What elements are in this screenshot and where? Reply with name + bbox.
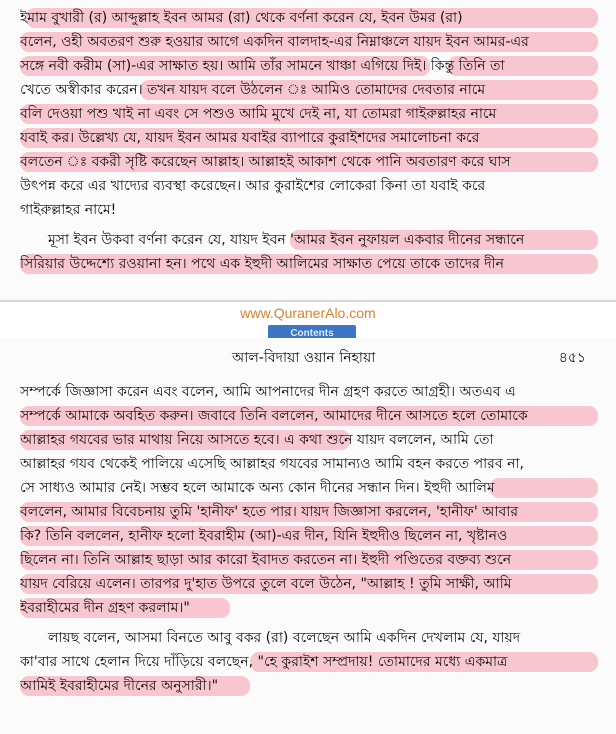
text-line: যবাই কর। উল্লেখ্য যে, যায়দ ইবন আমর যবাইর ব্যাপারে কুরাইশদের সমালোচনা করে <box>20 126 598 150</box>
running-header <box>0 344 616 368</box>
book-title: আল-বিদায়া ওয়ান নিহায়া <box>232 350 376 366</box>
text-line: সে সাধ্যও আমার নেই। সম্ভব হলে আমাকে অন্য কোন দীনের সন্ধান দিন। ইহুদী আলিম <box>20 476 598 500</box>
text-line: আল্লাহর গযব থেকেই পালিয়ে এসেছি আল্লাহর গযবের সামান্যও আমি বহন করতে পারব না, <box>20 456 524 472</box>
lower-page-text <box>20 380 598 698</box>
text-line: ছিলেন না। তিনি আল্লাহ ছাড়া আর কারো ইবাদত করতেন না। ইহুদী পণ্ডিতের বক্তব্য শুনে <box>20 548 598 572</box>
page-number: ৪৫১ <box>558 350 586 366</box>
highlight-mark <box>490 478 598 498</box>
text-line: আল্লাহর গযবের ভার মাথায় নিয়ে আসতে হবে। এ কথা শুনে যায়দ বললেন, আমি তো <box>20 432 494 448</box>
upper-page-text <box>20 6 598 276</box>
text-line: যায়দ বেরিয়ে এলেন। তারপর দু'হাত উপরে তুলে বলে উঠেন, "আল্লাহ ! তুমি সাক্ষী, আমি <box>20 572 598 596</box>
text-line: সঙ্গে নবী করীম (সা)-এর সাক্ষাত হয়। আমি তাঁর সামনে খাঞ্চা এগিয়ে দিই। কিন্তু তিনি তা <box>20 54 598 78</box>
text-line: কি? তিনি বললেন, হানীফ হলো ইবরাহীম (আ)-এর দীন, যিনি ইহুদীও ছিলেন না, খৃষ্টানও <box>20 524 598 548</box>
text-line: বলেন, ওহী অবতরণ শুরু হওয়ার আগে একদিন বালদাহ-এর নিম্নাঞ্চলে যায়দ ইবন আমর-এর <box>20 30 598 54</box>
text-line: সম্পর্কে আমাকে অবহিত করুন। জবাবে তিনি বললেন, আমাদের দীনে আসতে হলে তোমাকে <box>20 404 598 428</box>
text-line: আমিই ইবরাহীমের দীনের অনুসারী।" <box>20 674 598 698</box>
page-divider <box>0 300 616 302</box>
text-line: বলতেন ঃ বকরী সৃষ্টি করেছেন আল্লাহ। আল্লাহই আকাশ থেকে পানি অবতারণ করে ঘাস <box>20 150 598 174</box>
text-line: গাইরুল্লাহর নামে! <box>20 202 117 218</box>
text-line: বললেন, আমার বিবেচনায় তুমি 'হানীফ' হতে পার। যায়দ জিজ্ঞাসা করলেন, 'হানীফ' আবার <box>20 500 598 524</box>
text-line: উৎপন্ন করে এর খাদ্যের ব্যবস্থা করেছেন। আর কুরাইশের লোকেরা কিনা তা যবাই করে <box>20 178 486 194</box>
text-line: সিরিয়ার উদ্দেশ্যে রওয়ানা হন। পথে এক ইহুদী আলিমের সাক্ষাত পেয়ে তাকে তাদের দীন <box>20 252 598 276</box>
text-line: লায়ছ বলেন, আসমা বিনতে আবু বকর (রা) বলেছেন আমি একদিন দেখলাম যে, যায়দ <box>48 630 521 646</box>
text-line: বলি দেওয়া পশু খাই না এবং সে পশুও আমি মুখে দেই না, যা তোমরা গাইরুল্লাহর নামে <box>20 102 598 126</box>
text-line: সম্পর্কে জিজ্ঞাসা করেন এবং বলেন, আমি আপনাদের দীন গ্রহণ করতে আগ্রহী। অতএব এ <box>20 384 516 400</box>
text-line: ইমাম বুখারী (র) আব্দুল্লাহ ইবন আমর (রা) থেকে বর্ণনা করেন যে, ইবন উমর (রা) <box>20 6 598 30</box>
site-watermark[interactable]: www.QuranerAlo.com <box>240 305 376 321</box>
text-line: ইবরাহীমের দীন গ্রহণ করলাম।" <box>20 596 598 620</box>
contents-tab[interactable]: Contents <box>268 325 356 338</box>
text-line: মূসা ইবন উকবা বর্ণনা করেন যে, যায়দ ইবন 'আমর ইবন নুফায়ল একবার দীনের সন্ধানে <box>20 228 598 252</box>
text-line: খেতে অস্বীকার করেন। তখন যায়দ বলে উঠলেন ঃ আমিও তোমাদের দেবতার নামে <box>20 78 598 102</box>
text-line: কা'বার সাথে হেলান দিয়ে দাঁড়িয়ে বলছেন, "হে কুরাইশ সম্প্রদায়! তোমাদের মধ্যে একমাত্র <box>20 650 598 674</box>
